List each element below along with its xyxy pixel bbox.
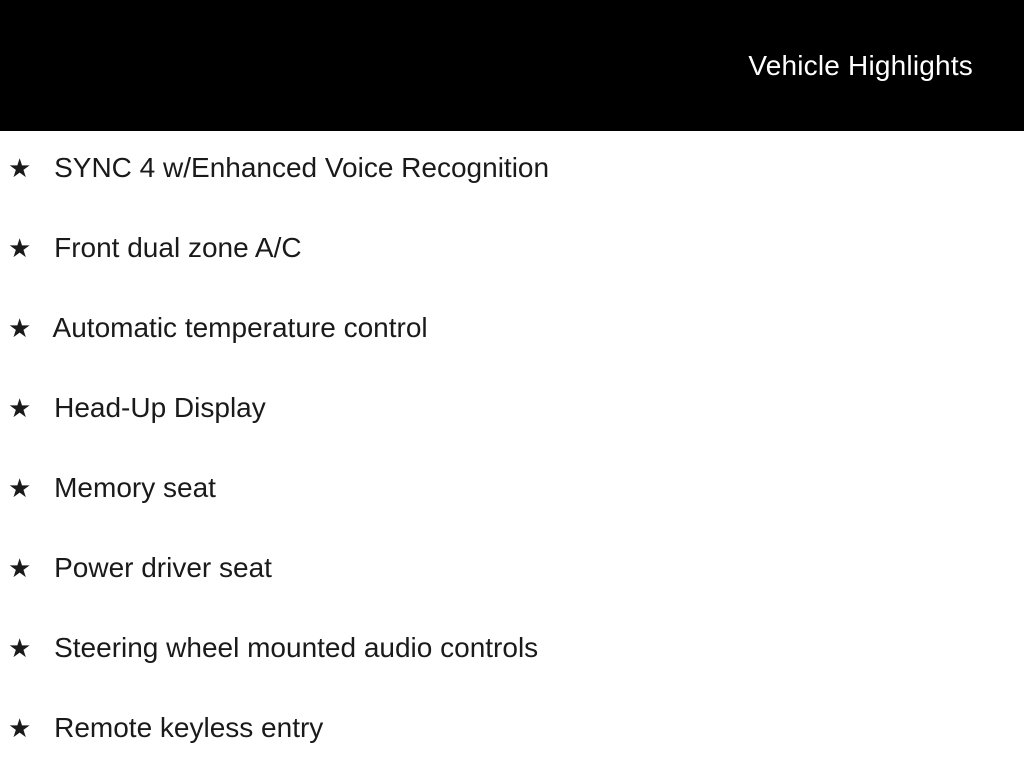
highlights-list [0, 131, 1024, 745]
highlight-label: Power driver seat [54, 552, 272, 583]
star-icon: ★ [8, 474, 32, 504]
star-icon: ★ [8, 554, 32, 584]
list-item [8, 232, 1004, 265]
star-icon: ★ [8, 154, 32, 184]
star-icon: ★ [8, 314, 32, 344]
header-bar [0, 0, 1024, 131]
star-icon: ★ [8, 394, 32, 424]
highlight-label: Remote keyless entry [54, 712, 324, 743]
list-item [8, 632, 1004, 665]
list-item [8, 712, 1004, 745]
highlight-label: Automatic temperature control [52, 312, 428, 343]
list-item [8, 472, 1004, 505]
star-icon: ★ [8, 634, 32, 664]
highlight-label: Steering wheel mounted audio controls [54, 632, 539, 663]
list-item [8, 392, 1004, 425]
highlight-label: SYNC 4 w/Enhanced Voice Recognition [54, 152, 550, 183]
highlight-label: Front dual zone A/C [54, 232, 302, 263]
list-item [8, 552, 1004, 585]
list-item [8, 312, 1004, 345]
list-item [8, 152, 1004, 185]
star-icon: ★ [8, 234, 32, 264]
page-title: Vehicle Highlights [748, 49, 973, 81]
vehicle-highlights-panel [0, 131, 1024, 745]
highlight-label: Memory seat [54, 472, 216, 503]
highlight-label: Head-Up Display [54, 392, 266, 423]
star-icon: ★ [8, 714, 32, 744]
